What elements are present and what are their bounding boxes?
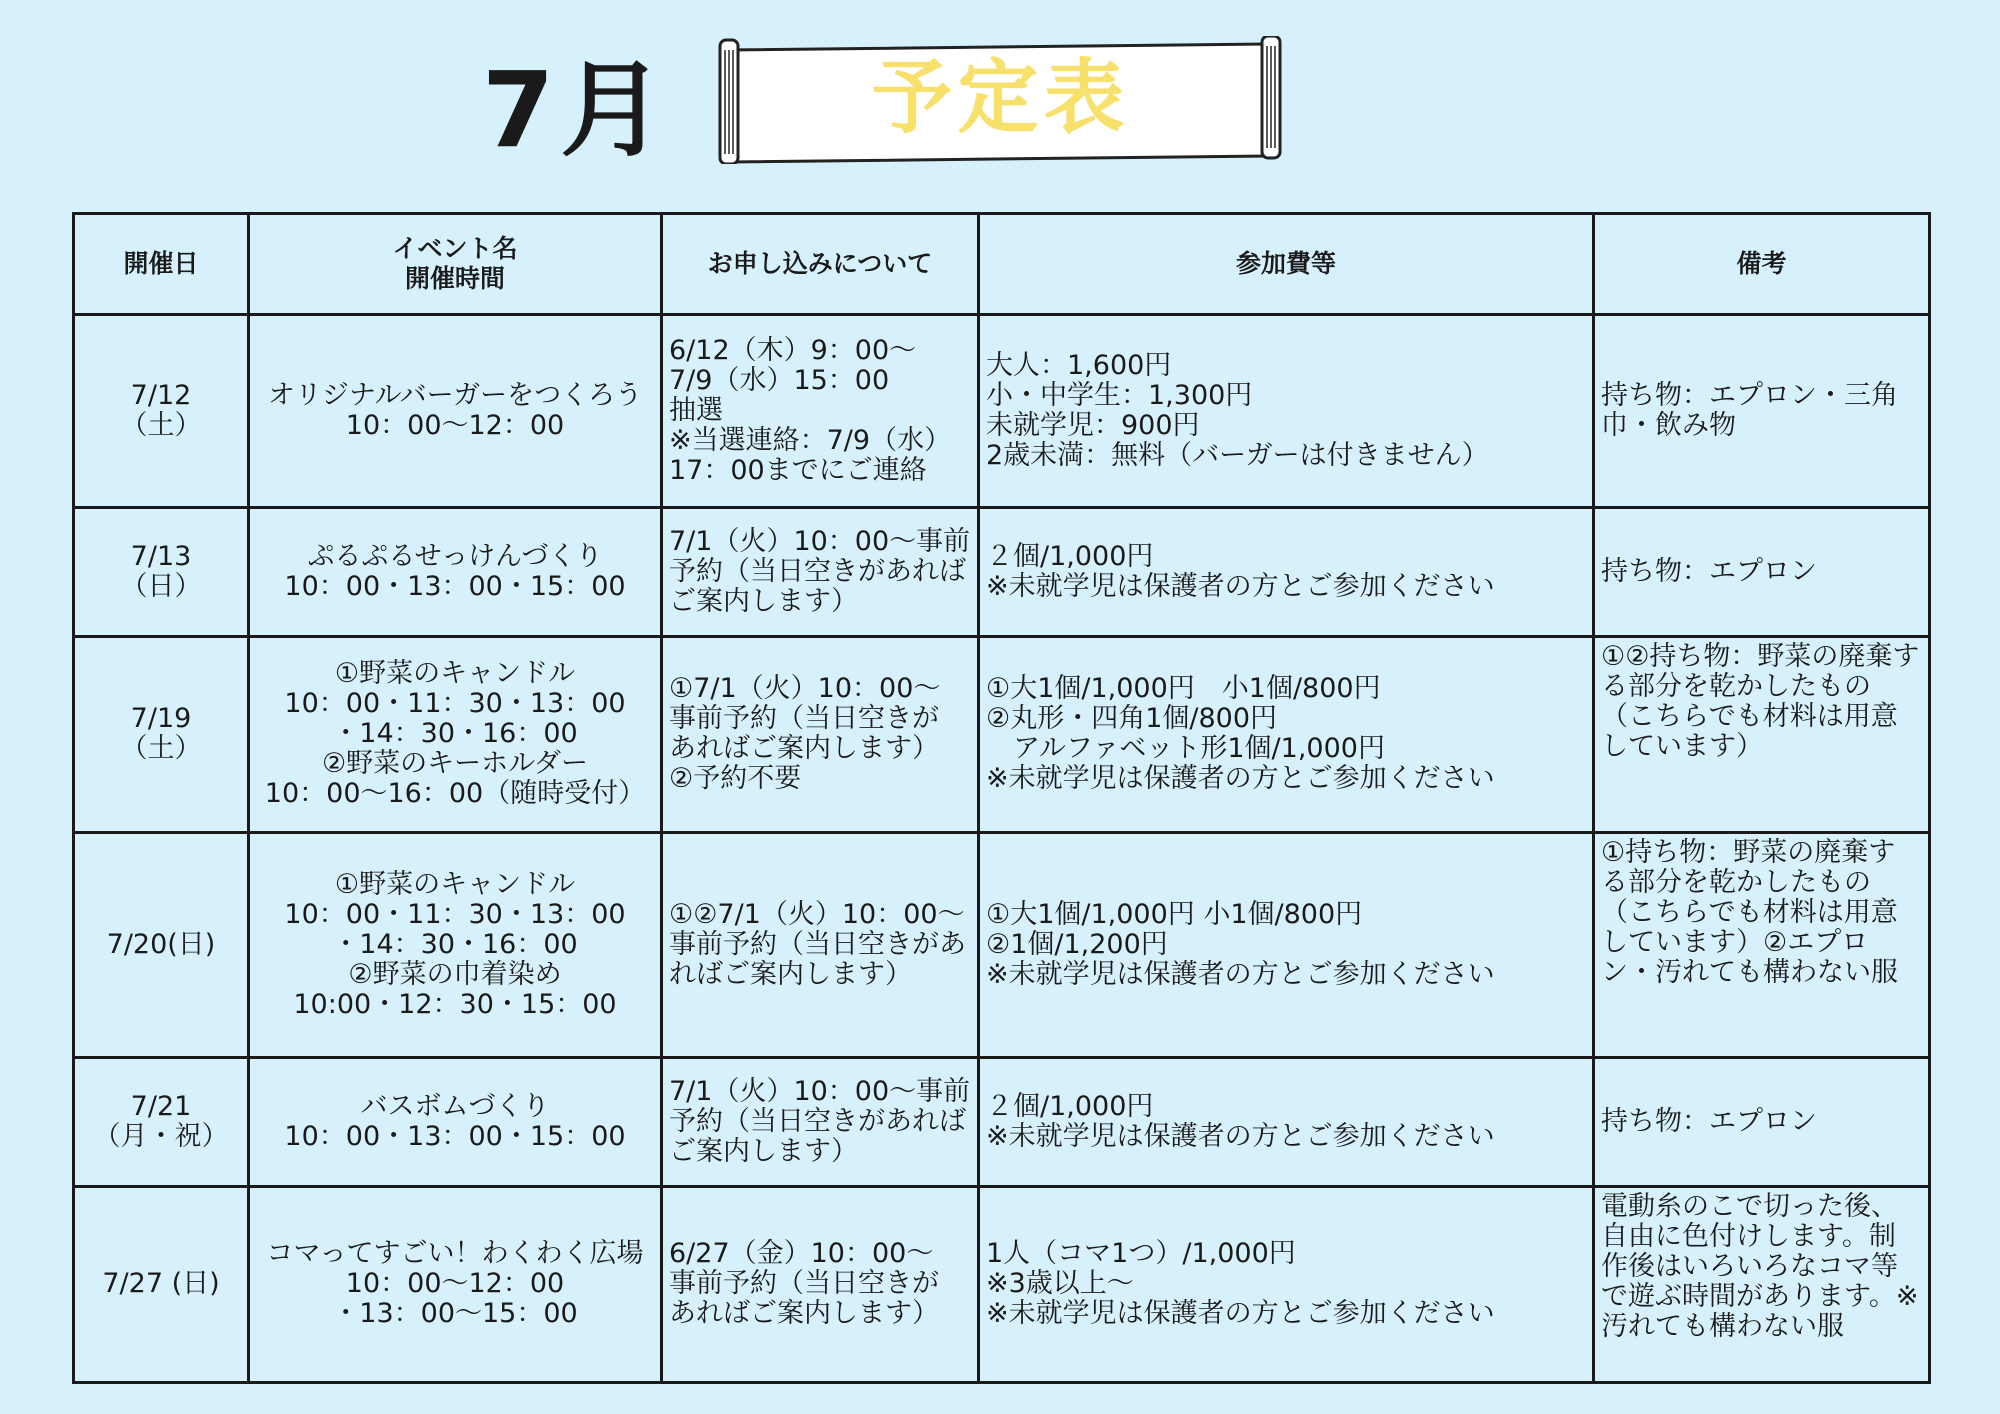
notes-text: 電動糸のこで切った後、自由に色付けします。制作後はいろいろなコマ等で遊ぶ時間があります。※汚れても構わない服 <box>1601 1190 1919 1342</box>
weekday-text: （土） <box>120 733 202 765</box>
application-cell <box>662 1058 979 1186</box>
application-cell <box>662 636 979 832</box>
table-row <box>74 315 1930 508</box>
application-line: 抽選 <box>669 395 723 427</box>
event-cell <box>249 508 662 636</box>
application-line: ①7/1（火）10：00〜 <box>669 673 941 705</box>
event-cell <box>249 1058 662 1186</box>
date-cell <box>74 832 249 1057</box>
header-event-time: 開催時間 <box>404 264 505 293</box>
table-row <box>74 508 1930 636</box>
fee-line: ①大1個/1,000円 小1個/800円 <box>986 673 1381 705</box>
date-text: 7/20(日) <box>106 929 216 961</box>
header-event <box>249 214 662 315</box>
application-line: 7/9（水）15：00 <box>669 365 890 397</box>
application-cell <box>662 1186 979 1382</box>
header-date: 開催日 <box>74 214 249 315</box>
date-text: 7/13 <box>130 540 192 572</box>
event-line: 10：00・13：00・15：00 <box>284 1120 626 1152</box>
fee-line: ※未就学児は保護者の方とご参加ください <box>986 1298 1495 1330</box>
date-cell <box>74 636 249 832</box>
fee-line: ※未就学児は保護者の方とご参加ください <box>986 1120 1495 1152</box>
table-row <box>74 1186 1930 1382</box>
fee-cell <box>979 508 1594 636</box>
event-line: 10:00・12：30・15：00 <box>293 989 617 1021</box>
event-cell <box>249 636 662 832</box>
notes-cell <box>1594 315 1930 508</box>
application-line: 6/12（木）9：00〜 <box>669 335 917 367</box>
fee-line: ①大1個/1,000円 小1個/800円 <box>986 899 1363 931</box>
notes-cell <box>1594 636 1930 832</box>
application-line: 事前予約（当日空きが <box>669 1268 939 1300</box>
event-line: ①野菜のキャンドル <box>334 658 576 690</box>
header-row <box>74 214 1930 315</box>
date-text: 7/21 <box>130 1090 192 1122</box>
header-event-name: イベント名 <box>392 234 518 263</box>
notes-text: ①持ち物：野菜の廃棄する部分を乾かしたもの（こちらでも材料は用意しています）②エプロン・汚れても構わない服 <box>1601 836 1898 988</box>
notes-text: 持ち物：エプロン・三角巾・飲み物 <box>1601 380 1898 442</box>
fee-cell <box>979 832 1594 1057</box>
event-line: ・13：00〜15：00 <box>332 1298 578 1330</box>
notes-cell <box>1594 832 1930 1057</box>
fee-line: ②丸形・四角1個/800円 <box>986 703 1278 735</box>
header-application: お申し込みについて <box>662 214 979 315</box>
event-line: コマってすごい！わくわく広場 <box>266 1238 644 1270</box>
event-line: 10：00〜12：00 <box>345 410 565 442</box>
fee-line: ２個/1,000円 <box>986 1090 1154 1122</box>
fee-cell <box>979 1186 1594 1382</box>
event-cell <box>249 315 662 508</box>
application-line: 17：00までにご連絡 <box>669 455 927 487</box>
fee-line: アルファベット形1個/1,000円 <box>986 733 1385 765</box>
header-notes: 備考 <box>1594 214 1930 315</box>
date-text: 7/27 (日) <box>102 1268 220 1300</box>
event-line: ①野菜のキャンドル <box>334 869 576 901</box>
month-heading: 7月 <box>482 49 671 171</box>
notes-text: 持ち物：エプロン <box>1601 555 1817 587</box>
date-cell <box>74 508 249 636</box>
event-line: ・14：30・16：00 <box>332 718 578 750</box>
date-cell <box>74 1058 249 1186</box>
weekday-text: （日） <box>120 570 202 602</box>
notes-cell <box>1594 508 1930 636</box>
page-title: 予定表 <box>872 51 1130 144</box>
date-text: 7/19 <box>130 703 192 735</box>
application-cell <box>662 508 979 636</box>
event-line: 10：00・11：30・13：00 <box>284 899 626 931</box>
fee-line: ②1個/1,200円 <box>986 929 1168 961</box>
fee-cell <box>979 636 1594 832</box>
fee-line: 未就学児：900円 <box>986 410 1200 442</box>
application-line: 事前予約（当日空きが <box>669 703 939 735</box>
fee-line: ２個/1,000円 <box>986 540 1154 572</box>
application-line: ※当選連絡：7/9（水） <box>669 425 952 457</box>
notes-text: 持ち物：エプロン <box>1601 1105 1817 1137</box>
event-cell <box>249 832 662 1057</box>
application-cell <box>662 315 979 508</box>
fee-line: 1人（コマ1つ）/1,000円 <box>986 1238 1296 1270</box>
weekday-text: （土） <box>120 410 202 442</box>
event-line: 10：00・13：00・15：00 <box>284 570 626 602</box>
application-line: あればご案内します） <box>669 733 939 765</box>
event-cell <box>249 1186 662 1382</box>
event-line: ぷるぷるせっけんづくり <box>307 540 603 572</box>
event-line: バスボムづくり <box>360 1090 550 1122</box>
notes-cell <box>1594 1058 1930 1186</box>
event-line: 10：00〜16：00（随時受付） <box>264 778 646 810</box>
fee-line: ※未就学児は保護者の方とご参加ください <box>986 763 1495 795</box>
table-row <box>74 1058 1930 1186</box>
event-line: ②野菜の巾着染め <box>348 959 562 991</box>
application-text: ①②7/1（火）10：00〜事前予約（当日空きがあればご案内します） <box>669 899 966 991</box>
application-line: 6/27（金）10：00〜 <box>669 1238 934 1270</box>
application-text: 7/1（火）10：00〜事前予約（当日空きがあればご案内します） <box>669 1075 971 1167</box>
application-line: ②予約不要 <box>669 763 802 795</box>
notes-text: ①②持ち物：野菜の廃棄する部分を乾かしたもの（こちらでも材料は用意しています） <box>1601 640 1920 762</box>
table-row <box>74 636 1930 832</box>
table-row <box>74 832 1930 1057</box>
fee-line: 小・中学生：1,300円 <box>986 380 1253 412</box>
event-line: ・14：30・16：00 <box>332 929 578 961</box>
event-line: オリジナルバーガーをつくろう <box>267 380 643 412</box>
fee-line: 大人：1,600円 <box>986 350 1172 382</box>
date-cell <box>74 1186 249 1382</box>
date-text: 7/12 <box>130 380 192 412</box>
event-line: 10：00〜12：00 <box>345 1268 565 1300</box>
title-banner <box>718 36 1284 164</box>
application-cell <box>662 832 979 1057</box>
fee-cell <box>979 315 1594 508</box>
fee-line: ※未就学児は保護者の方とご参加ください <box>986 570 1495 602</box>
fee-line: 2歳未満：無料（バーガーは付きません） <box>986 440 1489 472</box>
fee-cell <box>979 1058 1594 1186</box>
application-text: 7/1（火）10：00〜事前予約（当日空きがあればご案内します） <box>669 525 971 617</box>
event-line: ②野菜のキーホルダー <box>321 748 589 780</box>
notes-cell <box>1594 1186 1930 1382</box>
schedule-table <box>72 212 1931 1384</box>
fee-line: ※未就学児は保護者の方とご参加ください <box>986 959 1495 991</box>
weekday-text: （月・祝） <box>93 1120 229 1152</box>
event-line: 10：00・11：30・13：00 <box>284 688 626 720</box>
application-line: あればご案内します） <box>669 1298 939 1330</box>
fee-line: ※3歳以上〜 <box>986 1268 1134 1300</box>
header-fee: 参加費等 <box>979 214 1594 315</box>
date-cell <box>74 315 249 508</box>
